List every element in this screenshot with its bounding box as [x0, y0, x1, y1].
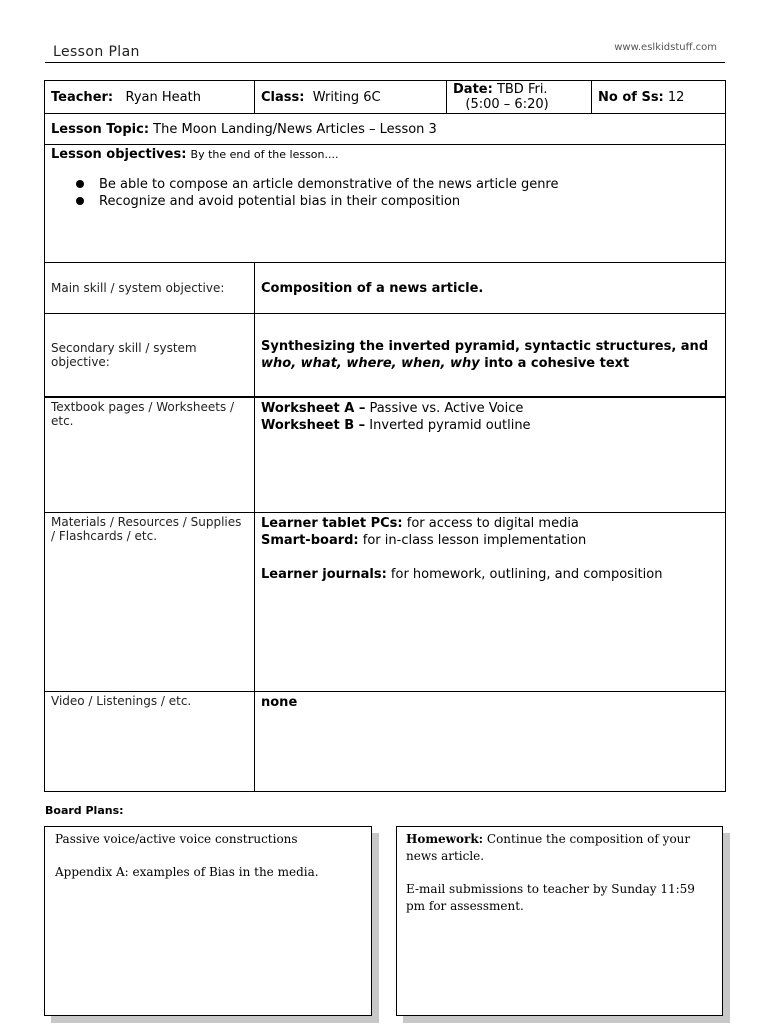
topic-row — [45, 114, 726, 145]
objective-item: Be able to compose an article demonstrative of the news article genre — [99, 176, 719, 193]
homework-box — [396, 826, 723, 1016]
textbook-value: Worksheet A – Passive vs. Active Voice Worksheet B – Inverted pyramid outline — [255, 397, 726, 513]
main-skill-row — [45, 263, 726, 314]
students-cell: No of Ss: 12 — [592, 81, 726, 114]
objectives-intro: By the end of the lesson.... — [190, 148, 339, 161]
homework-text: Homework: Continue the composition of your news article. — [406, 832, 691, 863]
objectives-cell — [45, 145, 726, 263]
materials-value: Learner tablet PCs: for access to digital media Smart-board: for in-class lesson implementation Learner journals: for homework, outlining, and composition — [255, 513, 726, 692]
secondary-skill-value: Synthesizing the inverted pyramid, syntactic structures, and who, what, where, when, why into a cohesive text — [255, 314, 726, 398]
students-count: 12 — [667, 89, 685, 105]
video-row — [45, 692, 726, 792]
main-skill-value: Composition of a news article. — [255, 263, 726, 314]
board-left-line: Passive voice/active voice constructions — [55, 832, 298, 846]
objectives-label: Lesson objectives: — [51, 147, 187, 162]
secondary-skill-label: Secondary skill / system objective: — [45, 314, 255, 398]
email-text: E-mail submissions to teacher by Sunday 11:59 pm for assessment. — [406, 882, 695, 913]
video-label: Video / Listenings / etc. — [45, 692, 255, 792]
site-url: www.eslkidstuff.com — [614, 42, 717, 53]
info-row — [45, 81, 726, 114]
date-cell: Date: TBD Fri. (5:00 – 6:20) — [447, 81, 592, 114]
objectives-row — [45, 145, 726, 263]
teacher-cell: Teacher: Ryan Heath — [45, 81, 255, 114]
objective-item: Recognize and avoid potential bias in their composition — [99, 193, 719, 210]
textbook-row — [45, 397, 726, 513]
class-name: Writing 6C — [312, 89, 381, 105]
secondary-skill-row — [45, 314, 726, 398]
board-left-box — [44, 826, 372, 1016]
main-skill-label: Main skill / system objective: — [45, 263, 255, 314]
materials-row — [45, 513, 726, 692]
lesson-plan-table — [44, 80, 726, 792]
date-value: TBD Fri. — [496, 82, 548, 97]
board-plans-label: Board Plans: — [45, 804, 124, 817]
textbook-label: Textbook pages / Worksheets / etc. — [45, 397, 255, 513]
video-value: none — [255, 692, 726, 792]
teacher-name: Ryan Heath — [125, 89, 201, 105]
materials-label: Materials / Resources / Supplies / Flashcards / etc. — [45, 513, 255, 692]
board-left-line: Appendix A: examples of Bias in the media. — [55, 865, 319, 879]
page-header — [45, 38, 725, 63]
objectives-list — [51, 176, 719, 210]
class-cell: Class: Writing 6C — [255, 81, 447, 114]
page-title: Lesson Plan — [53, 44, 140, 60]
topic-value: The Moon Landing/News Articles – Lesson 3 — [153, 121, 437, 137]
topic-cell: Lesson Topic: The Moon Landing/News Articles – Lesson 3 — [45, 114, 726, 145]
date-time: (5:00 – 6:20) — [465, 97, 549, 112]
